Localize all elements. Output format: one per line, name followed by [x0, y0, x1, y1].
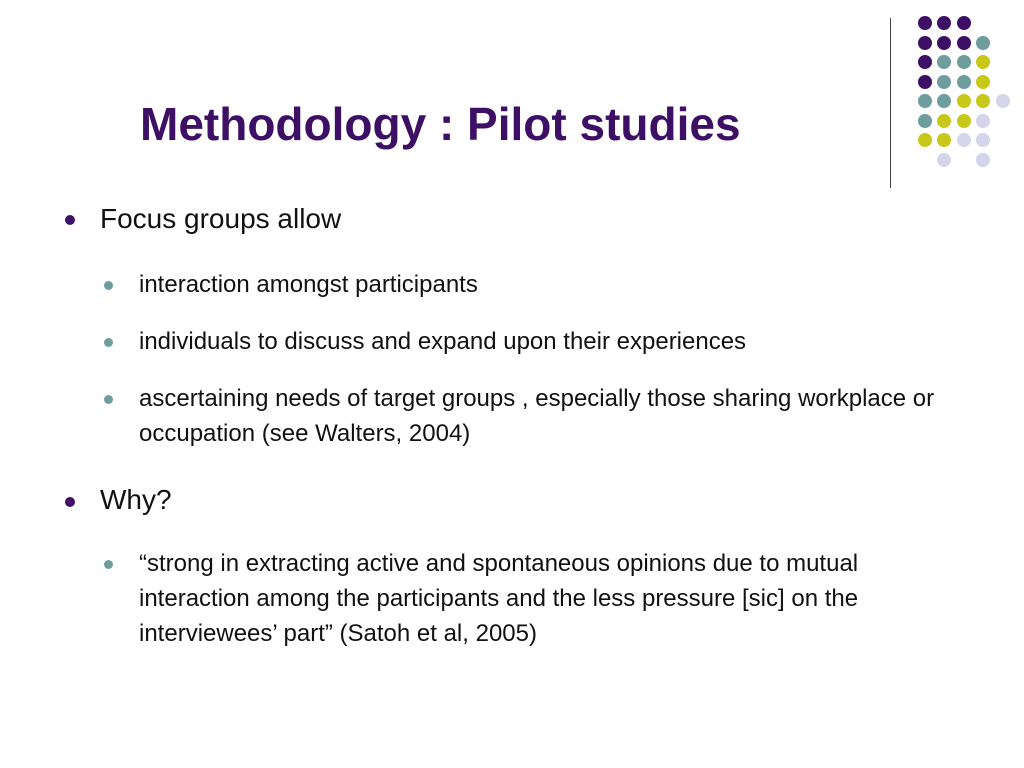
decorative-dot: [957, 133, 971, 147]
sub-bullet-item: “strong in extracting active and spontaneous opinions due to mutual interaction among the participants and the less pressure [sic] on the interviewees’ part” (Satoh et al, 2005): [139, 550, 859, 647]
decorative-dot: [918, 94, 932, 108]
decorative-dot: [976, 75, 990, 89]
decorative-dot: [996, 94, 1010, 108]
sub-bullet-marker: [104, 560, 113, 569]
decorative-dot: [976, 114, 990, 128]
decorative-dot: [918, 36, 932, 50]
decorative-dot: [957, 94, 971, 108]
decorative-dot: [957, 75, 971, 89]
bullet-marker: [65, 215, 75, 225]
decorative-dot: [976, 133, 990, 147]
sub-bullet-item: interaction amongst participants: [139, 271, 478, 298]
decorative-dot: [957, 55, 971, 69]
sub-bullet-marker: [104, 281, 113, 290]
decorative-dot: [937, 153, 951, 167]
decorative-dot: [937, 36, 951, 50]
decorative-dot: [937, 94, 951, 108]
bullet-item: Why?: [100, 484, 172, 515]
decorative-dot: [937, 16, 951, 30]
decorative-dot: [918, 75, 932, 89]
bullet-item: Focus groups allow: [100, 203, 342, 234]
decorative-dot: [937, 114, 951, 128]
decorative-dot: [937, 55, 951, 69]
slide-title: Methodology : Pilot studies: [140, 98, 741, 150]
decorative-dot: [976, 94, 990, 108]
sub-bullet-marker: [104, 338, 113, 347]
bullet-marker: [65, 497, 75, 507]
decorative-dot: [937, 133, 951, 147]
decorative-dot: [976, 153, 990, 167]
sub-bullet-item: ascertaining needs of target groups , especially those sharing workplace or occupation (see Walters, 2004): [139, 385, 935, 447]
decorative-dot: [918, 114, 932, 128]
decorative-dot: [957, 36, 971, 50]
sub-bullet-item: individuals to discuss and expand upon their experiences: [139, 328, 747, 355]
decorative-dot: [918, 55, 932, 69]
decorative-dot-grid: [0, 0, 1024, 200]
decorative-dot: [918, 133, 932, 147]
decorative-dot: [918, 16, 932, 30]
decorative-dot: [957, 16, 971, 30]
decorative-dot: [957, 114, 971, 128]
decorative-dot: [976, 55, 990, 69]
sub-bullet-marker: [104, 395, 113, 404]
decorative-dot: [976, 36, 990, 50]
decorative-dot: [937, 75, 951, 89]
